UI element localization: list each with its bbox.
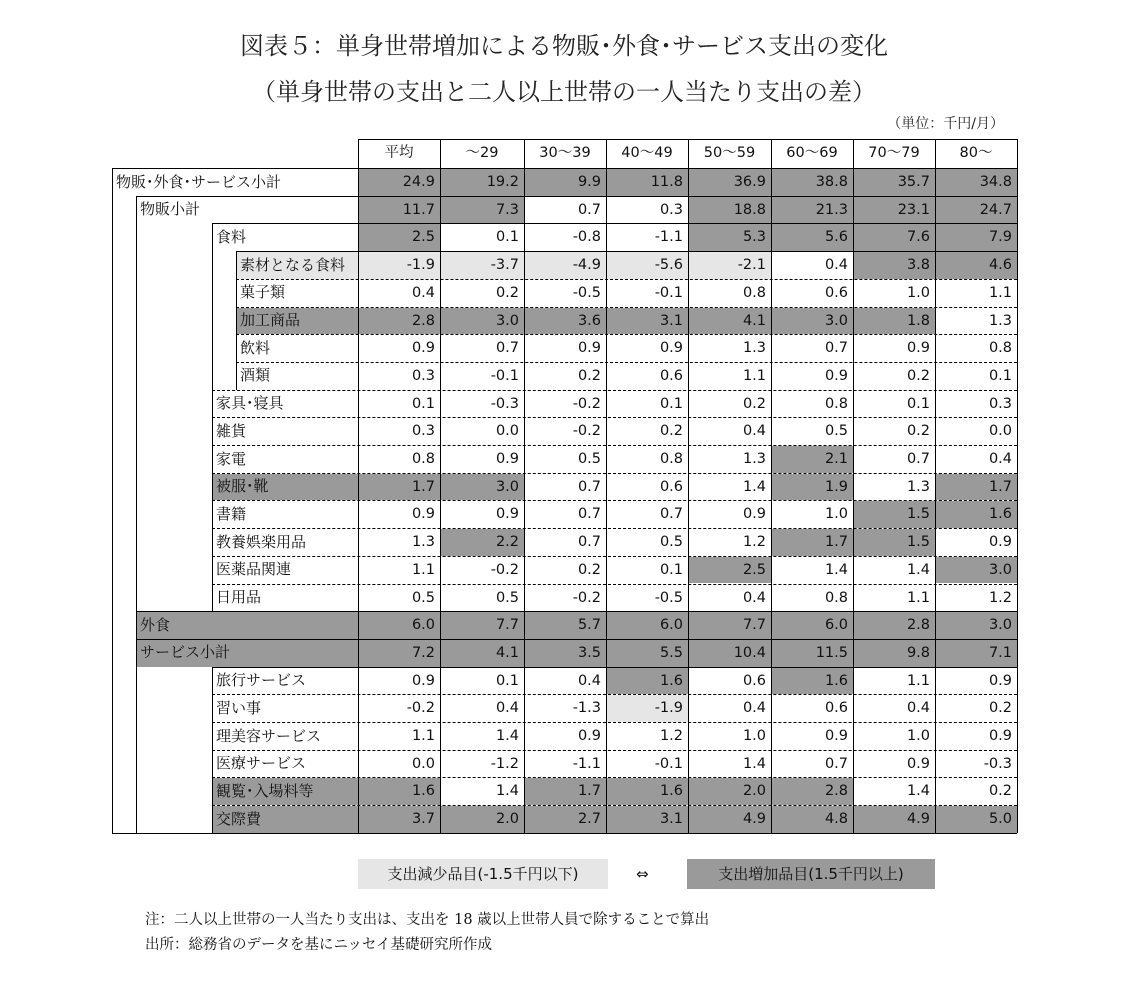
source-note: 出所：総務省のデータを基にニッセイ基礎研究所作成 [145,937,492,953]
table-cell: 0.5 [659,534,683,551]
table-bottom-border [112,833,1017,834]
table-cell: 2.8 [771,778,853,805]
row-label: 被服･靴 [216,477,269,496]
row-border [112,168,1017,169]
table-cell: 5.0 [935,806,1017,833]
table-cell: 0.3 [659,201,683,218]
row-label-shade [137,612,358,639]
row-border [212,473,1017,474]
table-cell: 3.1 [606,806,688,833]
table-cell: 0.5 [495,589,519,606]
table-cell: 4.9 [688,806,771,833]
table-cell: 1.4 [495,728,519,744]
table-cell: 0.4 [988,451,1012,467]
table-cell: -1.1 [654,229,683,246]
table-cell: -0.1 [654,755,683,772]
table-cell: 0.8 [742,284,766,301]
table-cell: 0.7 [577,506,601,523]
row-label: 家電 [216,449,247,468]
table-cell: 2.5 [688,557,771,584]
table-cell: 11.8 [606,169,688,196]
chart-title: 図表５：単身世帯増加による物販･外食･サービス支出の変化 [240,32,888,60]
indent-border-2b [212,667,213,833]
table-cell: 0.9 [411,506,435,523]
legend-increase: 支出増加品目(1.5千円以上) [687,859,935,889]
row-border [212,722,1017,723]
table-cell: 1.1 [742,367,766,384]
table-cell: -3.7 [440,252,524,279]
table-cell: 1.2 [742,534,766,551]
table-cell: 1.1 [411,561,435,578]
table-cell: 1.6 [606,668,688,695]
column-header: 40～49 [621,145,673,161]
row-border [236,334,1017,335]
table-cell: 0.9 [824,367,848,384]
row-border [212,223,1017,224]
column-border [440,139,441,833]
table-cell: 9.9 [524,169,606,196]
table-cell: 0.5 [577,451,601,467]
table-cell: 0.9 [577,728,601,744]
table-cell: -1.9 [606,695,688,722]
column-border [1017,139,1018,833]
table-cell: 0.8 [988,340,1012,357]
table-cell: 0.2 [659,423,683,440]
table-cell: -1.1 [572,755,601,772]
table-cell: 34.8 [935,169,1017,196]
table-cell: 1.1 [906,589,930,606]
row-border [212,445,1017,446]
indent-border-2a [212,223,213,611]
table-cell: 0.0 [495,423,519,440]
table-cell: 1.3 [411,534,435,551]
table-cell: 0.7 [577,534,601,551]
table-cell: 1.6 [358,778,440,805]
table-cell: 0.2 [988,783,1012,800]
table-cell: -0.8 [572,229,601,246]
table-cell: 3.0 [440,308,524,335]
table-cell: 3.0 [935,612,1017,639]
table-cell: 0.7 [906,451,930,467]
table-cell: 1.7 [771,529,853,556]
table-cell: 0.9 [411,340,435,357]
table-cell: 1.9 [771,474,853,501]
table-cell: 0.9 [824,728,848,744]
table-cell: 1.4 [742,755,766,772]
table-cell: 1.7 [935,474,1017,501]
table-cell: 1.0 [824,506,848,523]
table-cell: -0.1 [654,284,683,301]
table-cell: -4.9 [524,252,606,279]
table-cell: 7.1 [935,640,1017,667]
table-cell: 0.9 [742,506,766,523]
table-cell: -0.5 [654,589,683,606]
table-cell: 4.6 [935,252,1017,279]
table-cell: 11.7 [358,197,440,224]
table-cell: 1.3 [742,340,766,357]
table-cell: 4.8 [771,806,853,833]
row-label: 教養娯楽用品 [216,532,307,551]
table-cell: -0.2 [406,700,435,717]
column-border [606,139,607,833]
table-cell: 0.2 [577,367,601,384]
table-cell: 5.3 [688,224,771,251]
row-label: 外食 [140,615,171,634]
table-cell: 7.2 [358,640,440,667]
table-cell: 3.1 [606,308,688,335]
table-cell: 2.8 [853,612,935,639]
row-border [212,528,1017,529]
table-cell: 1.0 [906,284,930,301]
legend-decrease: 支出減少品目(-1.5千円以下) [358,859,608,889]
table-cell: 0.9 [495,506,519,523]
column-header: ～29 [465,145,499,161]
table-cell: 1.5 [853,501,935,528]
table-cell: 0.1 [411,395,435,412]
table-cell: -0.2 [572,423,601,440]
column-header: 60～69 [786,145,838,161]
table-cell: 1.3 [988,312,1012,329]
table-cell: 2.7 [524,806,606,833]
row-border [212,750,1017,751]
table-cell: 24.9 [358,169,440,196]
footnote: 注：二人以上世帯の一人当たり支出は、支出を 18 歳以上世帯人員で除することで算出 [145,912,710,928]
table-cell: -0.2 [490,561,519,578]
table-cell: 0.6 [824,284,848,301]
table-cell: 1.6 [606,778,688,805]
table-cell: 0.9 [577,340,601,357]
row-label: 医療サービス [216,754,307,773]
table-cell: 3.0 [935,557,1017,584]
column-border [853,139,854,833]
table-cell: 38.8 [771,169,853,196]
table-cell: 6.0 [771,612,853,639]
table-cell: 7.7 [688,612,771,639]
row-border [212,556,1017,557]
row-border [212,667,1017,668]
table-cell: 0.6 [824,700,848,717]
table-cell: 21.3 [771,197,853,224]
table-cell: 0.1 [495,672,519,689]
row-label: 加工商品 [240,311,301,329]
table-cell: 35.7 [853,169,935,196]
table-cell: 5.6 [771,224,853,251]
row-border [136,639,1017,640]
left-border [112,168,113,833]
table-cell: 2.5 [358,224,440,251]
table-cell: 9.8 [853,640,935,667]
table-cell: 2.0 [440,806,524,833]
table-cell: 1.7 [358,474,440,501]
table-cell: 1.1 [988,284,1012,301]
row-label: 物販･外食･サービス小計 [116,172,282,191]
row-label: 旅行サービス [216,671,307,690]
table-cell: 1.0 [742,728,766,744]
column-header: 50～59 [703,145,756,161]
row-label: 酒類 [240,366,271,385]
table-cell: 0.8 [659,451,683,467]
legend-arrow: ⇔ [636,865,649,883]
table-cell: 0.2 [495,284,519,301]
table-cell: 0.1 [988,367,1012,384]
table-cell: 3.8 [853,252,935,279]
row-border [212,777,1017,778]
row-border [136,196,1017,197]
table-cell: 0.1 [495,229,519,246]
table-cell: 6.0 [358,612,440,639]
table-cell: 1.4 [824,561,848,578]
unit-label: （単位：千円/月） [887,116,1004,132]
row-label: 医薬品関連 [216,560,292,579]
column-border [688,139,689,833]
table-cell: 0.4 [906,700,930,717]
table-cell: 4.9 [853,806,935,833]
column-header: 70～79 [868,145,920,161]
table-cell: 1.4 [906,561,930,578]
table-cell: 3.5 [524,640,606,667]
table-cell: 0.3 [988,395,1012,412]
row-border [136,611,1017,612]
row-border [212,500,1017,501]
table-cell: 0.1 [906,395,930,412]
table-cell: 18.8 [688,197,771,224]
row-label: 飲料 [240,338,271,357]
table-cell: 1.1 [411,728,435,744]
table-cell: 0.4 [742,423,766,440]
table-cell: -0.2 [572,589,601,606]
table-cell: 1.3 [742,451,766,467]
row-label: 理美容サービス [216,726,322,745]
table-cell: 1.4 [495,783,519,800]
column-border [524,139,525,833]
table-cell: 0.2 [742,395,766,412]
table-cell: 0.9 [988,672,1012,689]
table-cell: 24.7 [935,197,1017,224]
table-cell: 4.1 [688,308,771,335]
table-cell: 0.5 [411,589,435,606]
table-cell: 4.1 [440,640,524,667]
table-cell: 0.6 [659,478,683,495]
table-cell: 0.8 [411,451,435,467]
table-cell: 2.8 [358,308,440,335]
table-cell: 0.7 [659,506,683,523]
table-cell: 0.7 [577,201,601,218]
column-border [935,139,936,833]
table-cell: 0.7 [824,340,848,357]
table-cell: 0.4 [411,284,435,301]
table-cell: 0.9 [495,451,519,467]
table-cell: -0.5 [572,284,601,301]
row-label: 観覧･入場料等 [216,781,314,800]
table-cell: 19.2 [440,169,524,196]
row-label: 交際費 [216,809,262,828]
table-cell: 0.4 [824,257,848,274]
row-label: 雑貨 [216,421,247,440]
table-cell: -1.2 [490,755,519,772]
table-cell: 0.0 [411,755,435,772]
table-cell: 1.7 [524,778,606,805]
table-cell: 0.1 [659,561,683,578]
table-cell: -2.1 [688,252,771,279]
column-header: 平均 [384,145,414,161]
table-cell: 0.9 [411,672,435,689]
row-label: 菓子類 [240,283,286,302]
row-label: 物販小計 [140,200,201,219]
table-cell: -1.9 [358,252,440,279]
table-cell: 0.7 [495,340,519,357]
row-border [236,362,1017,363]
table-cell: 23.1 [853,197,935,224]
table-cell: 0.7 [824,755,848,772]
row-border [236,279,1017,280]
row-border [212,694,1017,695]
table-cell: 0.4 [495,700,519,717]
row-border [212,417,1017,418]
table-cell: 1.8 [853,308,935,335]
table-cell: 36.9 [688,169,771,196]
table-cell: -0.1 [490,367,519,384]
table-cell: -0.2 [572,395,601,412]
table-cell: 3.0 [440,474,524,501]
table-cell: -0.3 [490,395,519,412]
table-cell: 0.2 [906,367,930,384]
table-cell: 0.2 [988,700,1012,717]
table-cell: 0.4 [742,700,766,717]
table-cell: 0.9 [659,340,683,357]
table-cell: 0.2 [906,423,930,440]
column-border [358,139,359,833]
chart-subtitle: （単身世帯の支出と二人以上世帯の一人当たり支出の差） [252,78,876,106]
table-cell: 1.2 [988,589,1012,606]
table-cell: 0.8 [824,589,848,606]
table-cell: 0.8 [824,395,848,412]
table-cell: 1.5 [853,529,935,556]
row-border [212,390,1017,391]
table-cell: 0.1 [659,395,683,412]
table-cell: 1.0 [906,728,930,744]
table-cell: 1.4 [906,783,930,800]
row-label: 日用品 [216,588,262,606]
row-border [236,251,1017,252]
row-border [212,584,1017,585]
table-cell: -5.6 [606,252,688,279]
indent-border-1 [136,196,137,833]
row-label: サービス小計 [140,643,231,662]
table-cell: 0.0 [988,423,1012,440]
table-cell: 3.6 [524,308,606,335]
table-cell: 0.2 [577,561,601,578]
table-cell: 6.0 [606,612,688,639]
table-cell: 0.4 [742,589,766,606]
table-cell: 1.3 [906,478,930,495]
column-header: 80～ [959,145,993,161]
table-cell: 0.3 [411,367,435,384]
table-cell: 1.6 [935,501,1017,528]
row-label: 食料 [216,227,247,246]
column-border [771,139,772,833]
row-label: 家具･寝具 [216,394,284,413]
table-cell: 0.5 [824,423,848,440]
table-cell: 5.7 [524,612,606,639]
row-label: 素材となる食料 [240,255,346,274]
table-cell: 11.5 [771,640,853,667]
row-border [236,307,1017,308]
table-cell: 1.1 [906,672,930,689]
table-cell: 7.3 [440,197,524,224]
table-cell: -0.3 [983,755,1012,772]
row-label: 書籍 [216,504,247,523]
table-cell: -1.3 [572,700,601,717]
table-cell: 10.4 [688,640,771,667]
table-cell: 0.6 [742,672,766,689]
table-cell: 7.9 [935,224,1017,251]
table-cell: 0.9 [906,755,930,772]
table-cell: 0.9 [988,534,1012,551]
table-cell: 2.0 [688,778,771,805]
table-cell: 2.2 [440,529,524,556]
table-cell: 0.7 [577,478,601,495]
table-cell: 2.1 [771,446,853,473]
row-border [212,805,1017,806]
row-label: 習い事 [216,698,262,717]
table-cell: 1.6 [771,668,853,695]
table-cell: 1.2 [659,728,683,744]
table-cell: 7.6 [853,224,935,251]
table-cell: 7.7 [440,612,524,639]
table-cell: 0.4 [577,672,601,689]
indent-border-3 [236,251,237,390]
table-cell: 5.5 [606,640,688,667]
table-cell: 0.9 [906,340,930,357]
table-cell: 0.3 [411,423,435,440]
table-cell: 0.9 [988,728,1012,744]
table-cell: 3.0 [771,308,853,335]
table-cell: 1.4 [742,478,766,495]
table-cell: 0.6 [659,367,683,384]
table-cell: 3.7 [358,806,440,833]
column-header: 30～39 [539,145,591,161]
